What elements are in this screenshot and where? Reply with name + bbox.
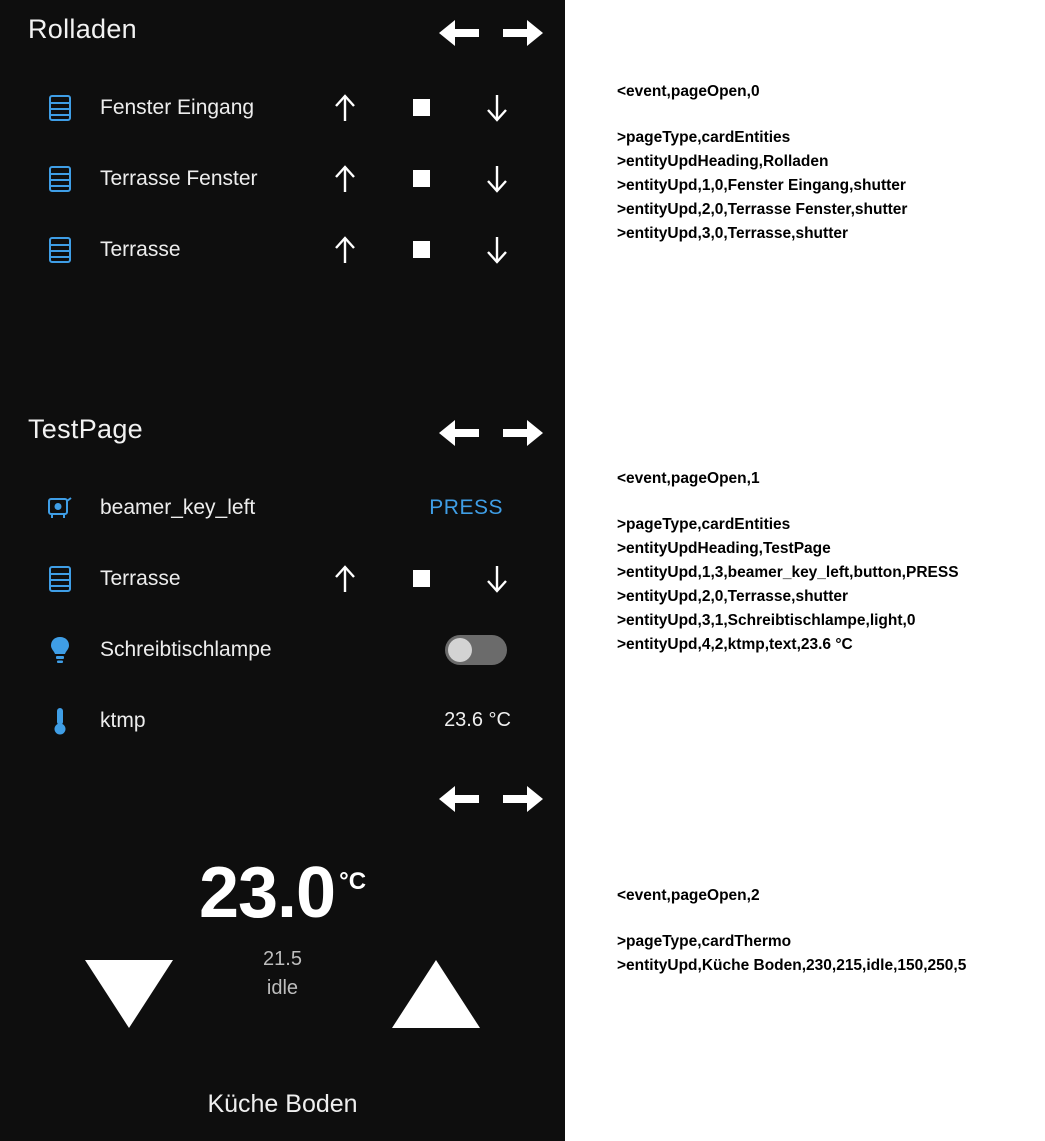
log-block xyxy=(617,884,966,978)
target-temperature: 21.5 xyxy=(263,948,302,970)
arrow-down-icon[interactable] xyxy=(473,555,521,603)
list-item[interactable] xyxy=(0,214,565,285)
arrow-down-icon[interactable] xyxy=(473,84,521,132)
card-entities-testpage xyxy=(0,400,565,760)
page-title: Rolladen xyxy=(28,14,137,44)
log-line: >pageType,cardEntities xyxy=(617,129,791,146)
arrow-left-icon[interactable] xyxy=(439,18,479,48)
entity-rows xyxy=(0,72,565,285)
log-line: >entityUpd,Küche Boden,230,215,idle,150,250,5 xyxy=(617,957,967,974)
log-line: >entityUpd,2,0,Terrasse,shutter xyxy=(617,588,849,605)
stop-square-icon[interactable] xyxy=(397,155,445,203)
arrow-up-icon[interactable] xyxy=(321,226,369,274)
arrow-down-icon[interactable] xyxy=(473,226,521,274)
page-title: TestPage xyxy=(28,414,143,444)
arrow-up-icon[interactable] xyxy=(321,84,369,132)
arrow-right-icon[interactable] xyxy=(503,418,543,448)
shutter-icon xyxy=(40,237,80,263)
list-item[interactable] xyxy=(0,72,565,143)
arrow-left-icon[interactable] xyxy=(439,784,479,814)
nav-arrows xyxy=(439,784,543,814)
sensor-value: 23.6 °C xyxy=(444,709,511,731)
log-line: >entityUpd,1,0,Fenster Eingang,shutter xyxy=(617,177,906,194)
log-event: <event,pageOpen,1 xyxy=(617,470,760,487)
press-button[interactable]: PRESS xyxy=(429,495,503,519)
log-panel xyxy=(565,0,1045,1141)
current-temperature xyxy=(0,852,565,934)
card-header xyxy=(0,400,565,472)
log-block xyxy=(617,80,907,246)
nav-arrows xyxy=(439,18,543,48)
arrow-right-icon[interactable] xyxy=(503,18,543,48)
card-header xyxy=(0,0,565,72)
list-item[interactable] xyxy=(0,143,565,214)
arrow-down-icon[interactable] xyxy=(473,155,521,203)
log-line: >entityUpd,3,0,Terrasse,shutter xyxy=(617,225,849,242)
log-line: >entityUpd,1,3,beamer_key_left,button,PRESS xyxy=(617,564,959,581)
light-toggle[interactable] xyxy=(445,635,507,665)
list-item[interactable] xyxy=(0,685,565,756)
nav-arrows xyxy=(439,418,543,448)
entity-rows xyxy=(0,472,565,756)
card-thermo xyxy=(0,760,565,1141)
list-item-label: Terrasse xyxy=(100,566,181,590)
list-item-label: ktmp xyxy=(100,708,146,732)
log-line: >entityUpd,4,2,ktmp,text,23.6 °C xyxy=(617,636,853,653)
log-line: >pageType,cardEntities xyxy=(617,516,791,533)
list-item[interactable] xyxy=(0,614,565,685)
arrow-right-icon[interactable] xyxy=(503,784,543,814)
shutter-icon xyxy=(40,166,80,192)
log-event: <event,pageOpen,0 xyxy=(617,83,760,100)
toggle-knob xyxy=(448,638,472,662)
card-entities-rolladen xyxy=(0,0,565,400)
thermostat-body xyxy=(0,830,565,1030)
thermometer-icon xyxy=(40,706,80,736)
list-item-label: Terrasse Fenster xyxy=(100,166,258,190)
stop-square-icon[interactable] xyxy=(397,226,445,274)
shutter-controls xyxy=(321,155,521,203)
shutter-icon xyxy=(40,95,80,121)
shutter-controls xyxy=(321,555,521,603)
stop-square-icon[interactable] xyxy=(397,84,445,132)
list-item[interactable] xyxy=(0,543,565,614)
log-block xyxy=(617,467,959,657)
list-item[interactable] xyxy=(0,472,565,543)
arrow-left-icon[interactable] xyxy=(439,418,479,448)
current-temperature-value: 23.0 xyxy=(198,853,336,933)
arrow-up-icon[interactable] xyxy=(321,155,369,203)
list-item-label: Fenster Eingang xyxy=(100,95,255,119)
shutter-icon xyxy=(40,566,80,592)
bulb-icon xyxy=(40,636,80,664)
stop-square-icon[interactable] xyxy=(397,555,445,603)
log-line: >entityUpdHeading,Rolladen xyxy=(617,153,829,170)
log-line: >entityUpd,3,1,Schreibtischlampe,light,0 xyxy=(617,612,916,629)
temperature-unit: °C xyxy=(339,868,367,895)
shutter-controls xyxy=(321,226,521,274)
thermostat-name: Küche Boden xyxy=(207,1090,358,1118)
log-line: >entityUpd,2,0,Terrasse Fenster,shutter xyxy=(617,201,908,218)
list-item-label: Terrasse xyxy=(100,237,181,261)
log-event: <event,pageOpen,2 xyxy=(617,887,760,904)
list-item-label: beamer_key_left xyxy=(100,495,256,519)
thermostat-state: idle xyxy=(266,977,299,999)
log-line: >entityUpdHeading,TestPage xyxy=(617,540,831,557)
list-item-label: Schreibtischlampe xyxy=(100,637,272,661)
thermostat-status xyxy=(0,945,565,1003)
projector-icon xyxy=(40,495,80,521)
arrow-up-icon[interactable] xyxy=(321,555,369,603)
log-line: >pageType,cardThermo xyxy=(617,933,792,950)
shutter-controls xyxy=(321,84,521,132)
